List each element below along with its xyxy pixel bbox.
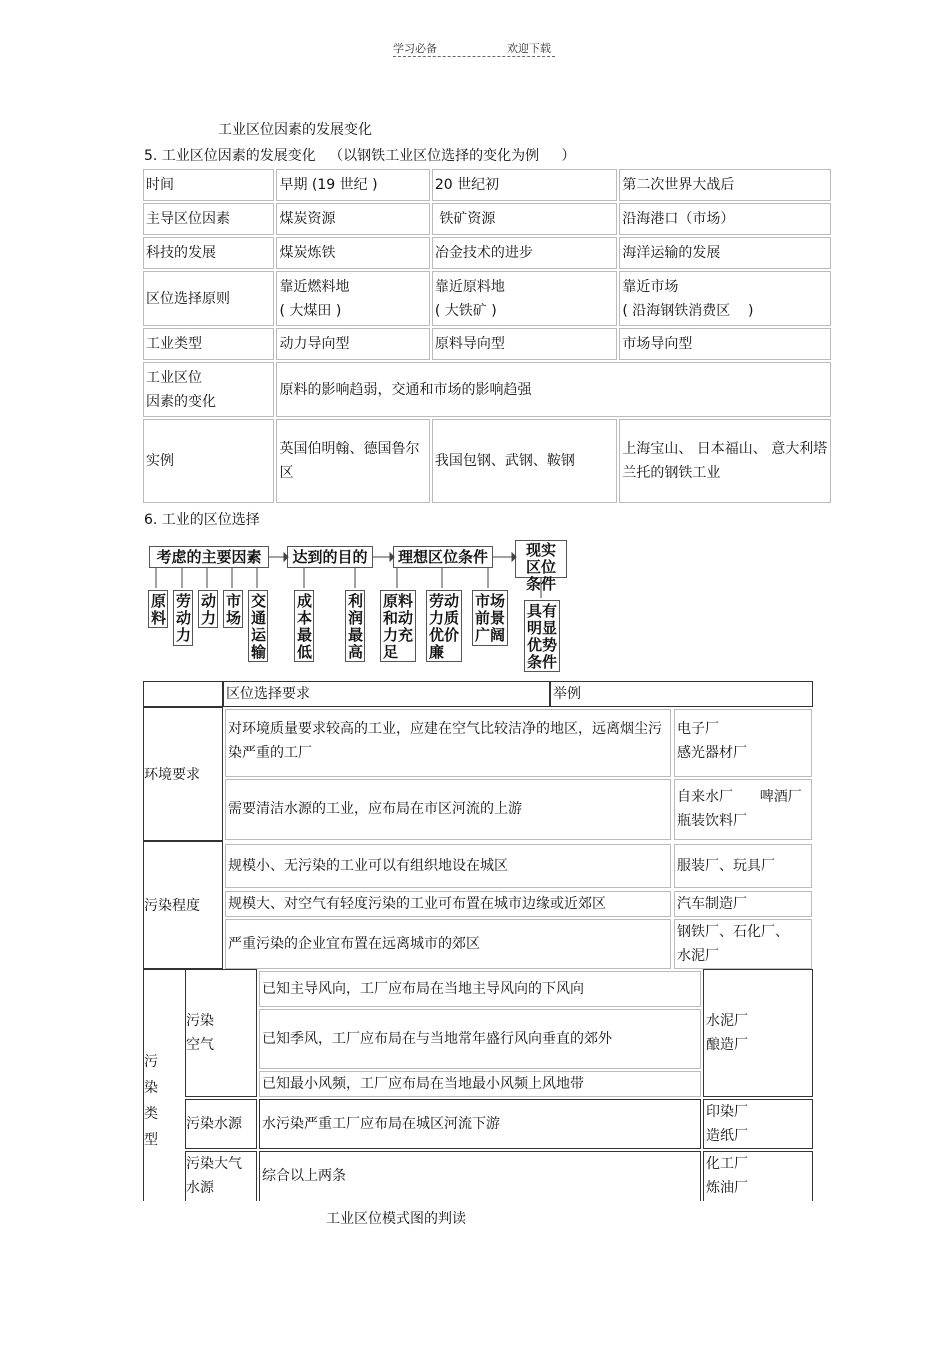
factor-raw-material: 原 料 <box>148 590 168 628</box>
env-label <box>143 707 223 841</box>
cell: 早期 (19 世纪 ) <box>276 169 429 201</box>
factor-market: 市 场 <box>223 590 243 628</box>
row-label: 科技的发展 <box>143 237 274 269</box>
cell: 煤炭炼铁 <box>276 237 429 269</box>
cell: 第二次世界大战后 <box>619 169 831 201</box>
cell: 动力导向型 <box>276 328 429 360</box>
row-label: 时间 <box>143 169 274 201</box>
pol-ex-2: 汽车制造厂 <box>674 891 812 917</box>
steel-location-table <box>141 167 833 505</box>
env-ex-1: 电子厂 感光器材厂 <box>674 709 812 777</box>
cell: 靠近市场 ( 沿海钢铁消费区 ) <box>619 271 831 326</box>
env-ex-2: 自来水厂 啤酒厂 瓶装饮料厂 <box>674 779 812 840</box>
cell: 海洋运输的发展 <box>619 237 831 269</box>
air-req-3: 已知最小风频，工厂应布局在当地最小风频上风地带 <box>259 1071 701 1097</box>
header-example: 举例 <box>550 681 813 707</box>
location-diagram <box>144 538 574 674</box>
ideal-labor: 劳动 力质 优价 廉 <box>426 590 462 662</box>
both-ex: 化工厂 炼油厂 <box>703 1151 813 1201</box>
cell: 沿海港口（市场） <box>619 203 831 235</box>
footer-heading: 工业区位模式图的判读 <box>326 1211 466 1227</box>
table-row <box>143 419 831 503</box>
cell: 我国包钢、武钢、鞍钢 <box>432 419 617 503</box>
row-label: 工业区位 因素的变化 <box>143 362 274 417</box>
cell: 20 世纪初 <box>432 169 617 201</box>
cell: 上海宝山、 日本福山、 意大利塔兰托的钢铁工业 <box>619 419 831 503</box>
cell: 市场导向型 <box>619 328 831 360</box>
air-ex: 水泥厂 酿造厂 <box>703 969 813 1097</box>
header-requirement: 区位选择要求 <box>223 681 550 707</box>
cell: 铁矿资源 <box>432 203 617 235</box>
env-req-1: 对环境质量要求较高的工业，应建在空气比较洁净的地区，远离烟尘污染严重的工厂 <box>225 709 671 777</box>
pollution-type-text: 污 染 类 型 <box>144 1053 158 1148</box>
table-row <box>143 362 831 417</box>
header-left: 学习必备 <box>393 42 437 55</box>
pollution-degree-label <box>143 841 223 969</box>
ideal-raw-power: 原料 和动 力充 足 <box>380 590 416 662</box>
row-label: 区位选择原则 <box>143 271 274 326</box>
pol-req-2: 规模大、对空气有轻度污染的工业可布置在城市边缘或近郊区 <box>225 891 671 917</box>
header-divider <box>393 56 555 57</box>
header-empty-cell <box>143 681 223 707</box>
row-label: 主导区位因素 <box>143 203 274 235</box>
cell: 原料的影响趋弱，交通和市场的影响趋强 <box>276 362 831 417</box>
table-row <box>143 328 831 360</box>
factor-labor: 劳 动 力 <box>173 590 193 646</box>
diagram-box-real: 现实区位条件 <box>515 540 567 578</box>
heading-development: 工业区位因素的发展变化 <box>218 122 372 138</box>
water-label: 污染水源 <box>185 1099 257 1149</box>
factor-transport: 交 通 运 输 <box>248 590 268 662</box>
diagram-box-goals: 达到的目的 <box>287 546 373 568</box>
section6-title: 6. 工业的区位选择 <box>144 512 260 528</box>
cell: 英国伯明翰、德国鲁尔区 <box>276 419 429 503</box>
pol-ex-1: 服装厂、玩具厂 <box>674 844 812 888</box>
air-label: 污染 空气 <box>185 969 257 1097</box>
water-ex: 印染厂 造纸厂 <box>703 1099 813 1149</box>
row-label: 实例 <box>143 419 274 503</box>
pol-req-3: 严重污染的企业宜布置在远离城市的郊区 <box>225 919 671 969</box>
diagram-box-ideal: 理想区位条件 <box>393 546 493 568</box>
goal-highest-profit: 利 润 最 高 <box>345 590 365 662</box>
pol-req-1: 规模小、无污染的工业可以有组织地设在城区 <box>225 844 671 888</box>
pol-ex-3: 钢铁厂、石化厂、 水泥厂 <box>674 919 812 969</box>
location-requirements-table <box>143 681 813 1201</box>
air-req-1: 已知主导风向，工厂应布局在当地主导风向的下风向 <box>259 971 701 1007</box>
factor-power: 动 力 <box>198 590 218 628</box>
pollution-type-label <box>143 969 185 1201</box>
real-advantage: 具有 明显 优势 条件 <box>524 600 560 672</box>
env-req-2: 需要清洁水源的工业，应布局在市区河流的上游 <box>225 779 671 840</box>
cell: 靠近燃料地 ( 大煤田 ) <box>276 271 429 326</box>
goal-lowest-cost: 成 本 最 低 <box>294 590 314 662</box>
air-req-2: 已知季风，工厂应布局在与当地常年盛行风向垂直的郊外 <box>259 1009 701 1069</box>
ideal-market: 市场 前景 广阔 <box>472 590 508 646</box>
cell: 原料导向型 <box>432 328 617 360</box>
both-label: 污染大气 水源 <box>185 1151 257 1201</box>
env-label-text: 环境要求 <box>144 767 200 783</box>
header-right: 欢迎下载 <box>507 42 551 55</box>
cell: 冶金技术的进步 <box>432 237 617 269</box>
water-req: 水污染严重工厂应布局在城区河流下游 <box>259 1099 701 1149</box>
both-req: 综合以上两条 <box>259 1151 701 1201</box>
table-row <box>143 237 831 269</box>
pollution-degree-text: 污染程度 <box>144 898 200 914</box>
row-label: 工业类型 <box>143 328 274 360</box>
cell: 煤炭资源 <box>276 203 429 235</box>
section5-title: 5. 工业区位因素的发展变化 （以钢铁工业区位选择的变化为例 ） <box>144 148 576 164</box>
diagram-box-factors: 考虑的主要因素 <box>149 546 269 568</box>
table-row <box>143 271 831 326</box>
table-row <box>143 169 831 201</box>
table-row <box>143 203 831 235</box>
cell: 靠近原料地 ( 大铁矿 ) <box>432 271 617 326</box>
